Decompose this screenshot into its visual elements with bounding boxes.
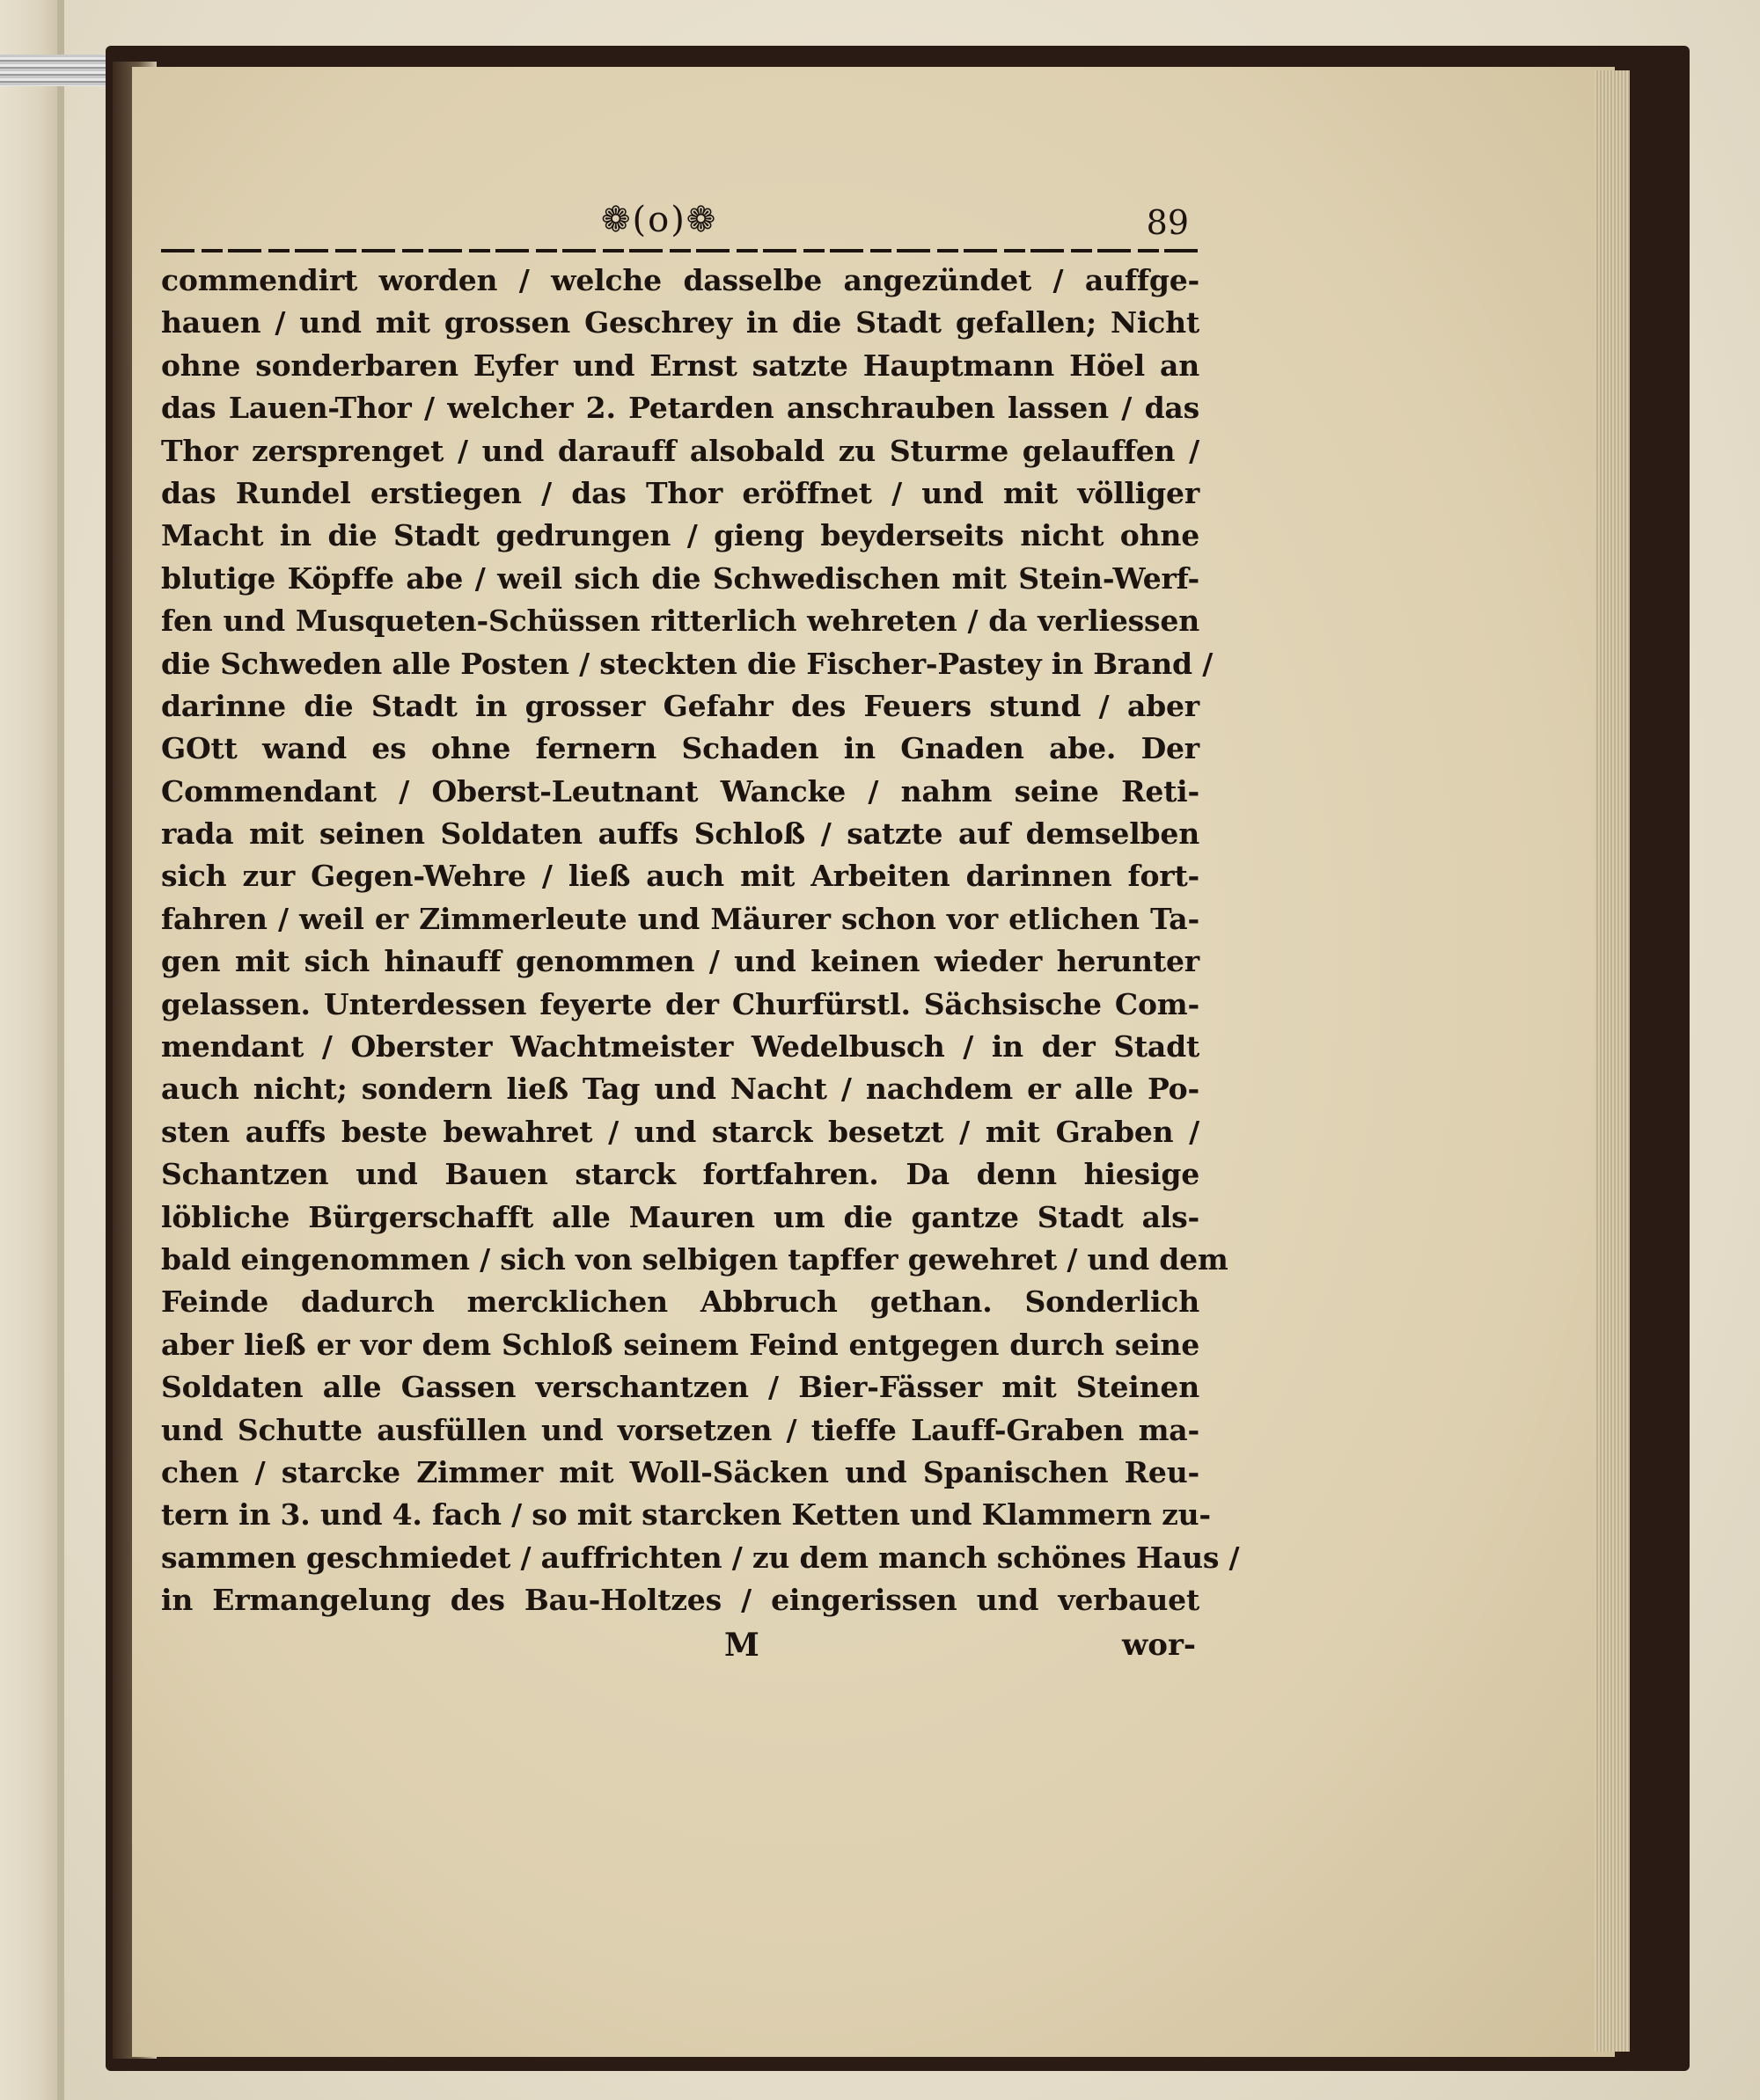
text-line: sammen geschmiedet / auffrichten / zu dem manch schönes Haus / — [161, 1540, 1240, 1575]
text-line: Macht in die Stadt gedrungen / gieng beyderseits nicht ohne — [161, 518, 1199, 553]
running-header — [161, 198, 1199, 244]
text-line: löbliche Bürgerschafft alle Mauren um die gantze Stadt als- — [161, 1199, 1199, 1234]
page-stack-edges — [1595, 70, 1630, 2052]
text-line: gen mit sich hinauff genommen / und keinen wieder herunter — [161, 944, 1199, 979]
text-line: fahren / weil er Zimmerleute und Mäurer schon vor etlichen Ta- — [161, 901, 1199, 936]
text-line: in Ermangelung des Bau-Holtzes / eingerissen und verbauet — [161, 1583, 1199, 1618]
text-line: die Schweden alle Posten / steckten die Fischer-Pastey in Brand / — [161, 646, 1214, 681]
text-line: blutige Köpffe abe / weil sich die Schwedischen mit Stein-Werf- — [161, 560, 1199, 596]
text-line: tern in 3. und 4. fach / so mit starcken Ketten und Klammern zu- — [161, 1497, 1211, 1533]
text-line: hauen / und mit grossen Geschrey in die Stadt gefallen; Nicht — [161, 305, 1199, 340]
facing-page-edge — [0, 0, 57, 2100]
text-line: sich zur Gegen-Wehre / ließ auch mit Arbeiten darinnen fort- — [161, 859, 1199, 894]
text-line: das Rundel erstiegen / das Thor eröffnet / und mit völliger — [161, 475, 1199, 510]
text-line: GOtt wand es ohne fernern Schaden in Gnaden abe. Der — [161, 731, 1199, 766]
page-number: 89 — [1146, 203, 1189, 242]
body-text — [161, 260, 1240, 1622]
text-line: Soldaten alle Gassen verschantzen / Bier-Fässer mit Steinen — [161, 1370, 1199, 1405]
text-line: Schantzen und Bauen starck fortfahren. Da denn hiesige — [161, 1157, 1199, 1192]
page-footer — [161, 1624, 1199, 1670]
text-line: und Schutte ausfüllen und vorsetzen / tieffe Lauff-Graben ma- — [161, 1412, 1199, 1447]
text-line: chen / starcke Zimmer mit Woll-Säcken und Spanischen Reu- — [161, 1454, 1199, 1489]
text-line: Commendant / Oberst-Leutnant Wancke / nahm seine Reti- — [161, 773, 1199, 809]
text-line: bald eingenommen / sich von selbigen tapffer gewehret / und dem — [161, 1241, 1228, 1277]
gutter-shadow — [57, 0, 64, 2100]
text-line: mendant / Oberster Wachtmeister Wedelbusch / in der Stadt — [161, 1029, 1199, 1065]
signature-mark: M — [724, 1626, 759, 1664]
page-text-block — [161, 198, 1240, 1670]
text-line: ohne sonderbaren Eyfer und Ernst satzte Hauptmann Höel an — [161, 348, 1199, 383]
text-line: gelassen. Unterdessen feyerte der Churfürstl. Sächsische Com- — [161, 986, 1199, 1021]
text-line: sten auffs beste bewahret / und starck besetzt / mit Graben / — [161, 1114, 1199, 1149]
text-line: rada mit seinen Soldaten auffs Schloß / satzte auf demselben — [161, 816, 1199, 852]
bookmark-ribbon — [0, 55, 110, 86]
text-line: fen und Musqueten-Schüssen ritterlich wehreten / da verliessen — [161, 604, 1199, 639]
text-line: commendirt worden / welche dasselbe angezündet / auffge- — [161, 263, 1199, 297]
text-line: aber ließ er vor dem Schloß seinem Feind entgegen durch seine — [161, 1327, 1199, 1362]
text-line: Feinde dadurch mercklichen Abbruch gethan. Sonderlich — [161, 1284, 1199, 1320]
header-rule — [161, 249, 1199, 252]
catchword: wor- — [1122, 1627, 1196, 1663]
text-line: das Lauen-Thor / welcher 2. Petarden anschrauben lassen / das — [161, 391, 1199, 426]
text-line: auch nicht; sondern ließ Tag und Nacht / nachdem er alle Po- — [161, 1072, 1199, 1107]
text-line: darinne die Stadt in grosser Gefahr des Feuers stund / aber — [161, 688, 1199, 723]
text-line: Thor zersprenget / und darauff alsobald zu Sturme gelauffen / — [161, 433, 1199, 468]
header-ornament: ❁(o)❁ — [601, 200, 718, 240]
